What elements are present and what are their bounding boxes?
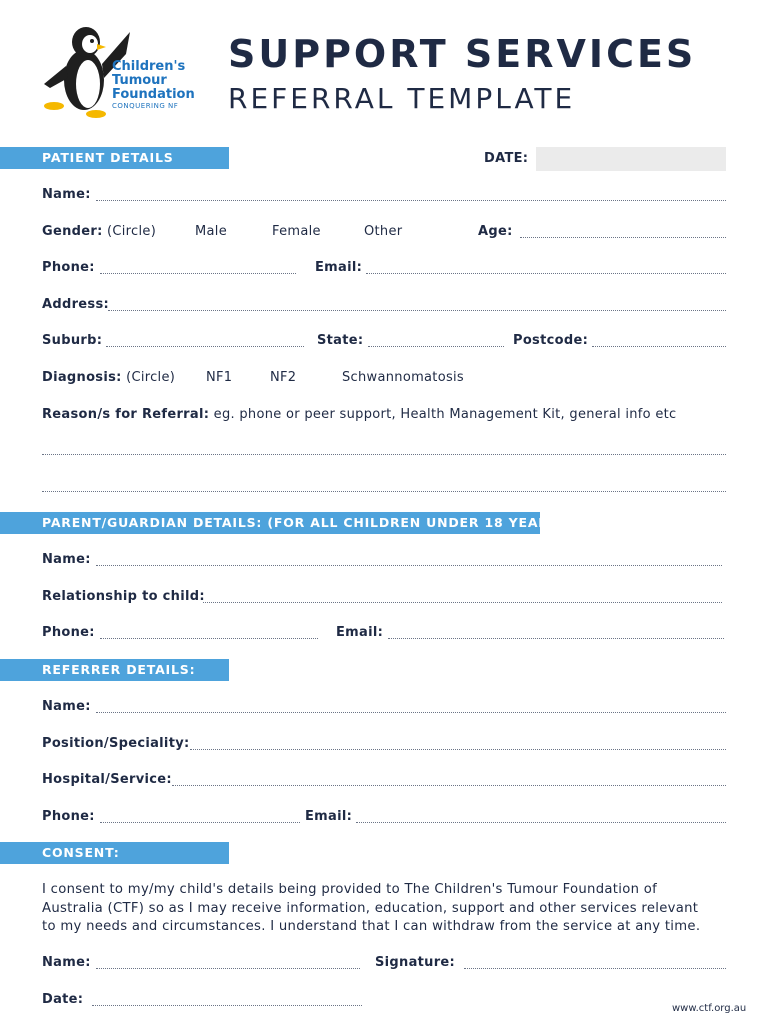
consent-text-line2: Australia (CTF) so as I may receive information, education, support and other services relevant	[42, 900, 699, 916]
diagnosis-option-nf1[interactable]: NF1	[206, 370, 233, 385]
suburb-field[interactable]	[106, 346, 304, 347]
state-label: State:	[317, 333, 364, 348]
signature-label: Signature:	[375, 955, 456, 970]
diagnosis-label: Diagnosis:	[42, 370, 122, 385]
referrer-email-label: Email:	[305, 809, 353, 824]
consent-text-line3: to my needs and circumstances. I understand that I can withdraw from the service at any time.	[42, 919, 701, 934]
hospital-label: Hospital/Service:	[42, 772, 172, 787]
guardian-email-label: Email:	[336, 625, 384, 640]
referrer-email-field[interactable]	[356, 822, 726, 823]
hospital-field[interactable]	[172, 785, 726, 786]
section-header-patient: PATIENT DETAILS	[0, 147, 229, 169]
guardian-name-label: Name:	[42, 552, 91, 567]
age-field[interactable]	[520, 237, 726, 238]
section-header-referrer: REFERRER DETAILS:	[0, 659, 229, 681]
relationship-label: Relationship to child:	[42, 589, 205, 604]
reason-field-line1[interactable]	[42, 454, 726, 455]
gender-row	[42, 224, 156, 239]
age-label: Age:	[478, 224, 513, 239]
page-title: SUPPORT SERVICES	[228, 32, 697, 76]
referrer-phone-label: Phone:	[42, 809, 95, 824]
position-label: Position/Speciality:	[42, 736, 190, 751]
logo-text-line1: Children's	[112, 59, 186, 74]
gender-option-male[interactable]: Male	[195, 224, 227, 239]
patient-name-field[interactable]	[96, 200, 726, 201]
referrer-name-label: Name:	[42, 699, 91, 714]
patient-phone-field[interactable]	[100, 273, 296, 274]
diagnosis-option-nf2[interactable]: NF2	[270, 370, 297, 385]
section-header-guardian: PARENT/GUARDIAN DETAILS: (FOR ALL CHILDREN UNDER 18 YEARS)	[0, 512, 540, 534]
referrer-phone-field[interactable]	[100, 822, 300, 823]
date-label: DATE:	[484, 151, 529, 166]
logo-text-line3: Foundation	[112, 87, 195, 102]
patient-name-label: Name:	[42, 187, 91, 202]
logo-tagline: CONQUERING NF	[112, 102, 179, 110]
logo-text-line2: Tumour	[112, 73, 167, 88]
suburb-label: Suburb:	[42, 333, 103, 348]
address-field[interactable]	[108, 310, 726, 311]
reason-hint: eg. phone or peer support, Health Management Kit, general info etc	[213, 407, 677, 422]
gender-option-other[interactable]: Other	[364, 224, 403, 239]
patient-email-label: Email:	[315, 260, 363, 275]
signature-field[interactable]	[464, 968, 726, 969]
footer-url[interactable]: www.ctf.org.au	[672, 1003, 747, 1014]
consent-date-label: Date:	[42, 992, 84, 1007]
section-header-consent: CONSENT:	[0, 842, 229, 864]
position-field[interactable]	[190, 749, 726, 750]
reason-label: Reason/s for Referral:	[42, 407, 210, 422]
diagnosis-option-schwannomatosis[interactable]: Schwannomatosis	[342, 370, 465, 385]
postcode-field[interactable]	[592, 346, 726, 347]
ctf-logo	[40, 24, 210, 124]
diagnosis-hint: (Circle)	[126, 370, 176, 385]
consent-text-line1: I consent to my/my child's details being provided to The Children's Tumour Foundation of	[42, 882, 658, 897]
reason-field-line2[interactable]	[42, 491, 726, 492]
date-field[interactable]	[536, 147, 726, 171]
reason-row	[42, 407, 677, 422]
guardian-phone-field[interactable]	[100, 638, 318, 639]
page-subtitle: REFERRAL TEMPLATE	[228, 82, 576, 115]
state-field[interactable]	[368, 346, 504, 347]
gender-option-female[interactable]: Female	[272, 224, 321, 239]
guardian-phone-label: Phone:	[42, 625, 95, 640]
consent-name-field[interactable]	[96, 968, 360, 969]
consent-text	[42, 881, 742, 937]
relationship-field[interactable]	[203, 602, 722, 603]
guardian-email-field[interactable]	[388, 638, 724, 639]
address-label: Address:	[42, 297, 109, 312]
patient-email-field[interactable]	[366, 273, 726, 274]
patient-phone-label: Phone:	[42, 260, 95, 275]
guardian-name-field[interactable]	[96, 565, 722, 566]
postcode-label: Postcode:	[513, 333, 589, 348]
gender-hint: (Circle)	[107, 224, 157, 239]
consent-date-field[interactable]	[92, 1005, 362, 1006]
diagnosis-row	[42, 370, 175, 385]
gender-label: Gender:	[42, 224, 103, 239]
consent-name-label: Name:	[42, 955, 91, 970]
referrer-name-field[interactable]	[96, 712, 726, 713]
